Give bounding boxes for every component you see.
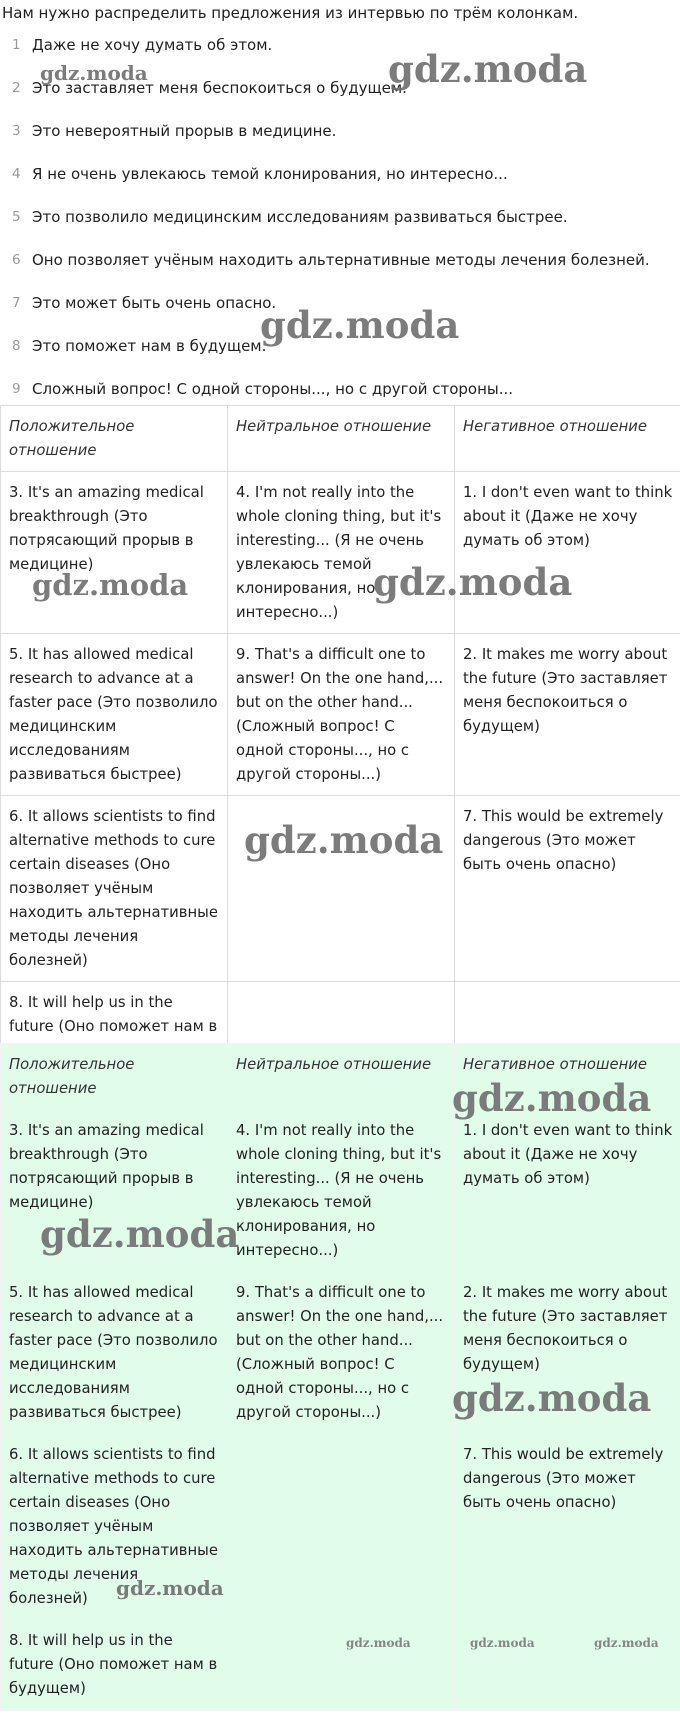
item-text: Сложный вопрос! С одной стороны..., но с другой стороны... [32,380,514,398]
item-text: Это позволило медицинским исследованиям развиваться быстрее. [32,208,568,226]
header-neutral: Нейтральное отношение [228,1044,455,1110]
item-text: Это поможет нам в будущем. [32,337,267,355]
table-row [1,634,680,796]
header-negative: Негативное отношение [455,1044,680,1110]
table-cell: 3. It's an amazing medical breakthrough (Это потрясающий прорыв в медицине) [1,472,228,634]
item-number: 8 [12,338,21,354]
watermark: gdz.moda [373,560,573,604]
watermark: gdz.moda [40,61,148,85]
item-text: Это может быть очень опасно. [32,294,277,312]
table-cell: 8. It will help us in the future (Оно поможет нам в [1,982,228,1073]
table-cell: 7. This would be extremely dangerous (Это может быть очень опасно) [455,1434,680,1620]
header-neutral: Нейтральное отношение [228,406,455,472]
table-cell [228,1620,455,1711]
table-row [1,1272,680,1434]
table-row [1,472,680,634]
table-cell [455,1620,680,1711]
table-cell: 2. It makes me worry about the future (Это заставляет меня беспокоиться о будущем) [455,634,680,796]
watermark: gdz.moda [452,1376,652,1420]
table-row [1,1434,680,1620]
watermark: gdz.moda [470,1636,535,1650]
table-header-row [1,1044,680,1110]
watermark: gdz.moda [452,1076,652,1120]
table-cell: 4. I'm not really into the whole cloning thing, but it's interesting... (Я не очень увлекаюсь темой клонирования, но интересно...) [228,1110,455,1272]
table-cell: 8. It will help us in the future (Оно поможет нам в будущем) [1,1620,228,1711]
list-item [0,78,680,121]
table-cell: 1. I don't even want to think about it (Даже не хочу думать об этом) [455,1110,680,1272]
table-cell: 4. I'm not really into the whole cloning thing, but it's interesting... (Я не очень увлекаюсь темой клонирования, но интересно...) [228,472,455,634]
attitude-table [0,405,680,1073]
watermark: gdz.moda [32,568,189,602]
item-number: 9 [12,381,21,397]
item-number: 3 [12,123,21,139]
item-number: 2 [12,80,21,96]
item-number: 6 [12,252,21,268]
table-cell: 5. It has allowed medical research to advance at a faster pace (Это позволило медицинским исследованиям развиваться быстрее) [1,634,228,796]
list-item [0,35,680,78]
list-item [0,293,680,336]
item-number: 4 [12,166,21,182]
table-cell: 5. It has allowed medical research to advance at a faster pace (Это позволило медицинским исследованиям развиваться быстрее) [1,1272,228,1434]
table-row [1,796,680,982]
header-negative: Негативное отношение [455,406,680,472]
watermark: gdz.moda [244,818,444,862]
list-item [0,250,680,293]
table-cell: 7. This would be extremely dangerous (Это может быть очень опасно) [455,796,680,982]
item-text: Это невероятный прорыв в медицине. [32,122,337,140]
item-text: Это заставляет меня беспокоиться о будущем. [32,79,407,97]
table-cell: 2. It makes me worry about the future (Это заставляет меня беспокоиться о будущем) [455,1272,680,1434]
watermark: gdz.moda [346,1636,411,1650]
item-text: Оно позволяет учёным находить альтернативные методы лечения болезней. [32,251,650,269]
table-cell: 1. I don't even want to think about it (Даже не хочу думать об этом) [455,472,680,634]
table-cell: 9. That's a difficult one to answer! On the one hand,... but on the other hand... (Сложный вопрос! С одной стороны..., но с другой стороны...) [228,634,455,796]
header-positive: Положительное отношение [1,1044,228,1110]
watermark: gdz.moda [594,1636,659,1650]
table-row [1,1110,680,1272]
watermark: gdz.moda [388,47,588,91]
sentence-list [0,35,680,422]
watermark: gdz.moda [260,303,460,347]
table-row [1,1620,680,1711]
header-positive: Положительное отношение [1,406,228,472]
intro-text: Нам нужно распределить предложения из интервью по трём колонкам. [2,4,579,22]
table-cell [228,796,455,982]
table-header-row [1,406,680,472]
watermark: gdz.moda [40,1212,240,1256]
item-text: Даже не хочу думать об этом. [32,36,273,54]
item-number: 1 [12,37,21,53]
table-cell [228,1434,455,1620]
table-cell: 6. It allows scientists to find alternative methods to cure certain diseases (Оно позволяет учёным находить альтернативные методы лечения болезней) [1,796,228,982]
list-item [0,164,680,207]
table-cell: 6. It allows scientists to find alternative methods to cure certain diseases (Оно позволяет учёным находить альтернативные методы лечения болезней) [1,1434,228,1620]
item-number: 5 [12,209,21,225]
attitude-table-highlighted [0,1043,680,1711]
table-cell: 9. That's a difficult one to answer! On the one hand,... but on the other hand... (Сложный вопрос! С одной стороны..., но с другой стороны...) [228,1272,455,1434]
watermark: gdz.moda [116,1576,224,1600]
item-text: Я не очень увлекаюсь темой клонирования, но интересно... [32,165,508,183]
list-item [0,121,680,164]
item-number: 7 [12,295,21,311]
list-item [0,336,680,379]
table-cell: 3. It's an amazing medical breakthrough (Это потрясающий прорыв в медицине) [1,1110,228,1272]
list-item [0,207,680,250]
